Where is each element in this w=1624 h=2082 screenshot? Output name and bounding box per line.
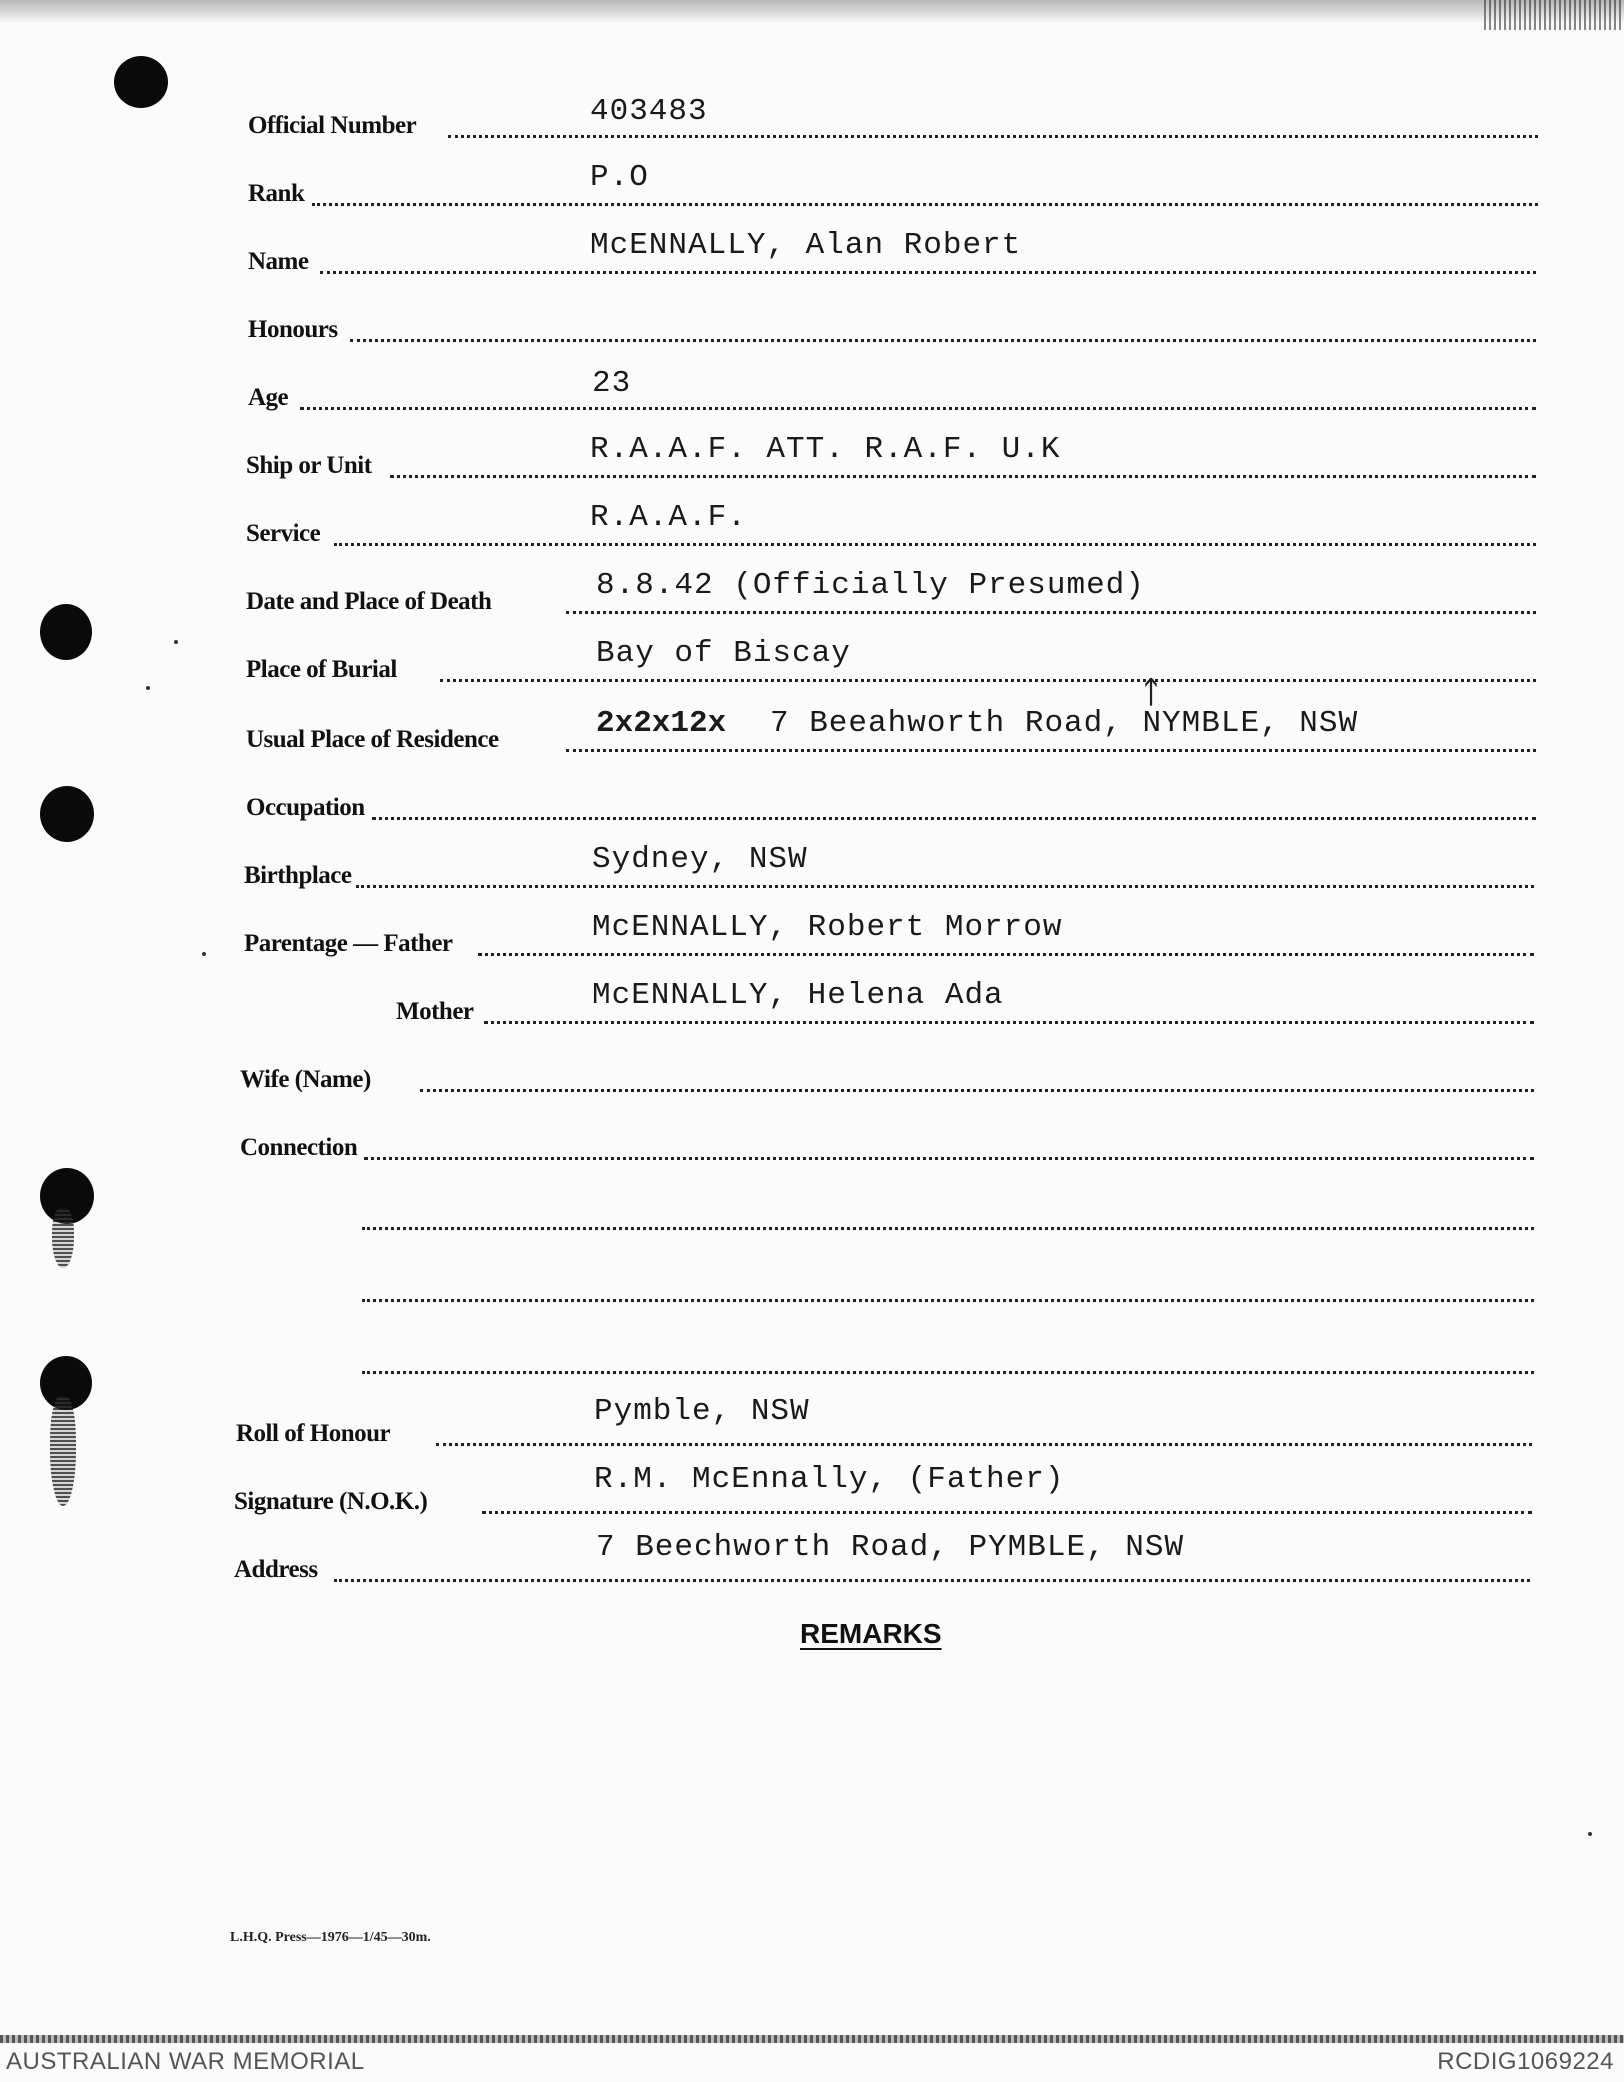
field-rank (0, 148, 1624, 208)
field-value: McENNALLY, Robert Morrow (592, 910, 1063, 945)
dotted-line (300, 407, 1536, 410)
field-label: Place of Burial (246, 656, 397, 683)
field-age (0, 352, 1624, 412)
footer-record-id: RCDIG1069224 (1437, 2048, 1614, 2075)
field-value: R.A.A.F. ATT. R.A.F. U.K (590, 432, 1061, 467)
dotted-line (362, 1227, 1534, 1230)
field-value: McENNALLY, Helena Ada (592, 978, 1004, 1013)
field-value: Bay of Biscay (596, 636, 851, 671)
field-label: Mother (396, 998, 474, 1025)
dotted-line (312, 203, 1538, 206)
field-label: Rank (248, 180, 305, 207)
field-label: Occupation (246, 794, 365, 821)
field-value: 23 (592, 366, 632, 401)
field-value: R.M. McEnnally, (Father) (594, 1462, 1065, 1497)
field-label: Honours (248, 316, 338, 343)
dotted-line (334, 1579, 1530, 1582)
connection-extra-line (0, 1172, 1624, 1232)
field-value: R.A.A.F. (590, 500, 747, 535)
dotted-line (566, 611, 1536, 614)
field-address (0, 1524, 1624, 1584)
dotted-line (362, 1299, 1534, 1302)
field-label: Wife (Name) (240, 1066, 371, 1093)
field-occupation (0, 762, 1624, 822)
field-roll-of-honour (0, 1388, 1624, 1448)
footer-institution: AUSTRALIAN WAR MEMORIAL (6, 2048, 365, 2075)
field-date-place-of-death (0, 556, 1624, 616)
field-value: 403483 (590, 94, 708, 129)
connection-extra-line (0, 1316, 1624, 1376)
field-label: Address (234, 1556, 318, 1583)
scan-noise-corner (1484, 0, 1624, 30)
dotted-line (372, 817, 1536, 820)
field-label: Birthplace (244, 862, 352, 889)
field-value: 7 Beechworth Road, PYMBLE, NSW (596, 1530, 1185, 1565)
field-label: Signature (N.O.K.) (234, 1488, 428, 1515)
dotted-line (364, 1157, 1534, 1160)
field-wife-name (0, 1034, 1624, 1094)
field-value: 7 Beeahworth Road, NYMBLE, NSW (770, 706, 1359, 741)
field-label: Official Number (248, 112, 417, 139)
field-label: Date and Place of Death (246, 588, 492, 615)
field-value: Sydney, NSW (592, 842, 808, 877)
dotted-line (482, 1511, 1532, 1514)
dotted-line (436, 1443, 1532, 1446)
scan-shadow-top (0, 0, 1624, 24)
printer-note: L.H.Q. Press—1976—1/45—30m. (230, 1930, 431, 1945)
field-signature-nok (0, 1456, 1624, 1516)
field-connection (0, 1102, 1624, 1162)
dotted-line (448, 135, 1538, 138)
field-parentage-mother (0, 966, 1624, 1026)
field-birthplace (0, 830, 1624, 890)
dotted-line (390, 475, 1536, 478)
dotted-line (350, 339, 1536, 342)
connection-extra-line (0, 1244, 1624, 1304)
dotted-line (440, 679, 1536, 682)
field-usual-residence (0, 694, 1624, 754)
field-value: 8.8.42 (Officially Presumed) (596, 568, 1145, 603)
field-value: Pymble, NSW (594, 1394, 810, 1429)
field-label: Parentage — Father (244, 930, 453, 957)
field-label: Service (246, 520, 321, 547)
field-label: Usual Place of Residence (246, 726, 499, 753)
struck-value: 2x2x12x (596, 706, 727, 741)
scan-speck (146, 686, 150, 690)
dotted-line (334, 543, 1536, 546)
field-name (0, 216, 1624, 276)
dotted-line (320, 271, 1536, 274)
field-value: P.O (590, 160, 649, 195)
field-official-number (0, 80, 1624, 140)
field-label: Age (248, 384, 289, 411)
remarks-heading: REMARKS (800, 1618, 942, 1649)
field-value: McENNALLY, Alan Robert (590, 228, 1022, 263)
dotted-line (362, 1371, 1534, 1374)
field-ship-or-unit (0, 420, 1624, 480)
handwritten-caret-mark: ᛏ (1142, 676, 1160, 709)
dotted-line (484, 1021, 1534, 1024)
field-parentage-father (0, 898, 1624, 958)
dotted-line (566, 749, 1536, 752)
dotted-line (356, 885, 1534, 888)
scan-edge-line (0, 2035, 1624, 2043)
field-label: Connection (240, 1134, 358, 1161)
field-label: Roll of Honour (236, 1420, 391, 1447)
dotted-line (478, 953, 1534, 956)
field-label: Name (248, 248, 309, 275)
field-label: Ship or Unit (246, 452, 372, 479)
field-honours (0, 284, 1624, 344)
dotted-line (420, 1089, 1534, 1092)
field-service (0, 488, 1624, 548)
field-place-of-burial (0, 624, 1624, 684)
scan-speck (1588, 1832, 1592, 1836)
